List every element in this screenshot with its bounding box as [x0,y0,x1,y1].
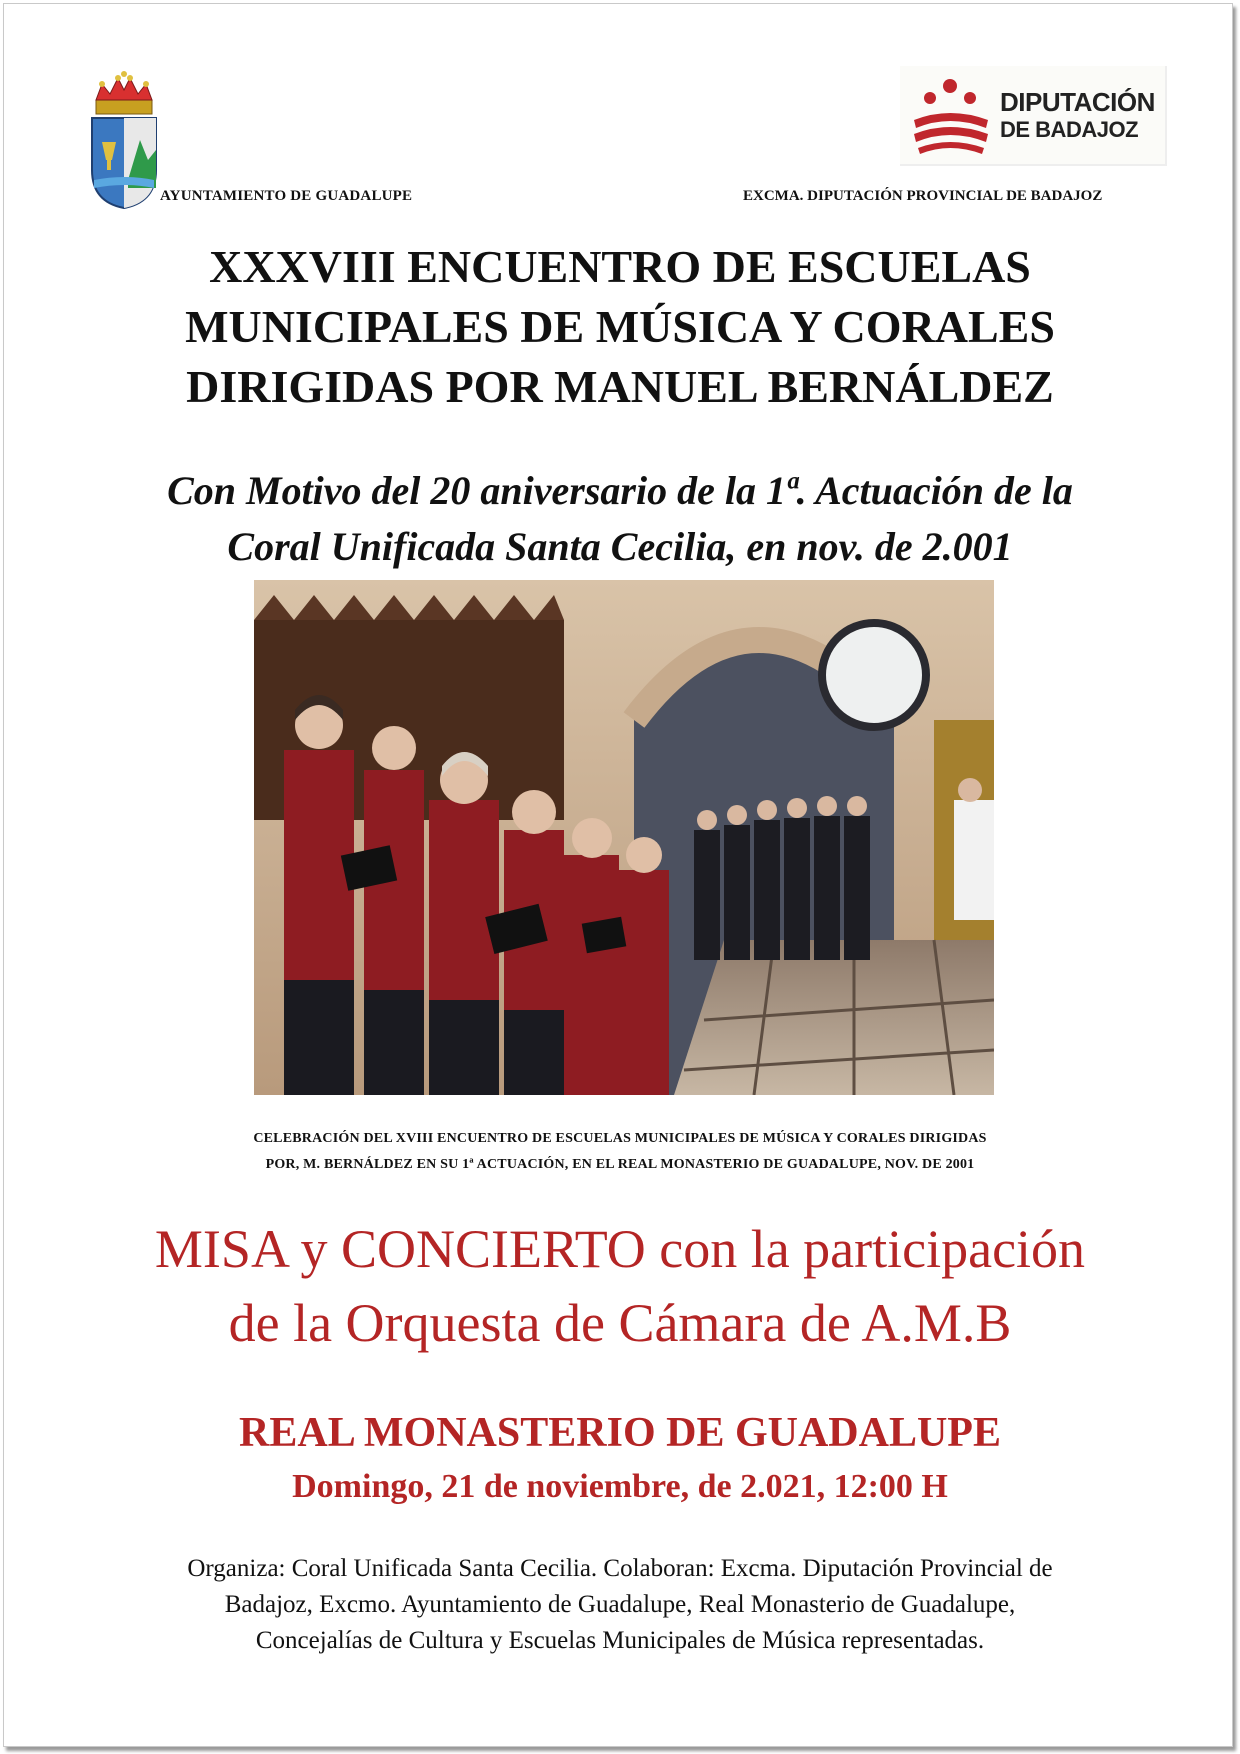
subtitle-line-1: Con Motivo del 20 aniversario de la 1ª. Actuación de la [167,468,1073,513]
event-line-2: de la Orquesta de Cámara de A.M.B [228,1293,1012,1353]
event-line-1: MISA y CONCIERTO con la participación [154,1219,1086,1279]
title-line-1: XXXVIII ENCUENTRO DE ESCUELAS [209,241,1031,292]
diputacion-label: EXCMA. DIPUTACIÓN PROVINCIAL DE BADAJOZ [743,188,1103,204]
event-title [60,237,1180,417]
guadalupe-coat-of-arms-icon [88,70,160,210]
diputacion-emblem-icon [908,76,992,156]
subtitle-line-2: Coral Unificada Santa Cecilia, en nov. de 2.001 [227,524,1013,569]
diputacion-badajoz-logo [900,66,1167,166]
diputacion-logo-line1: DIPUTACIÓN [1000,87,1155,117]
venue: REAL MONASTERIO DE GUADALUPE [239,1410,1001,1456]
photo-caption [150,1126,1090,1178]
organizers-line-1: Organiza: Coral Unificada Santa Cecilia. Colaboran: Excma. Diputación Provincial de [187,1555,1053,1582]
title-line-3: DIRIGIDAS POR MANUEL BERNÁLDEZ [186,361,1054,412]
caption-line-1: CELEBRACIÓN DEL XVIII ENCUENTRO DE ESCUELAS MUNICIPALES DE MÚSICA Y CORALES DIRIGIDAS [253,1131,987,1146]
title-line-2: MUNICIPALES DE MÚSICA Y CORALES [185,301,1055,352]
organizers-line-2: Badajoz, Excmo. Ayuntamiento de Guadalupe, Real Monasterio de Guadalupe, [224,1591,1016,1618]
caption-line-2: POR, M. BERNÁLDEZ EN SU 1ª ACTUACIÓN, EN EL REAL MONASTERIO DE GUADALUPE, NOV. DE 2001 [265,1157,975,1172]
organizers-line-3: Concejalías de Cultura y Escuelas Municipales de Música representadas. [255,1627,985,1654]
organizers [100,1551,1140,1659]
choir-photo [254,580,994,1095]
event-date: Domingo, 21 de noviembre, de 2.021, 12:00 H [292,1468,948,1505]
ayuntamiento-label: AYUNTAMIENTO DE GUADALUPE [160,188,413,204]
event-description [60,1212,1180,1360]
event-subtitle [60,463,1180,575]
diputacion-logo-line2: DE BADAJOZ [1000,117,1139,142]
